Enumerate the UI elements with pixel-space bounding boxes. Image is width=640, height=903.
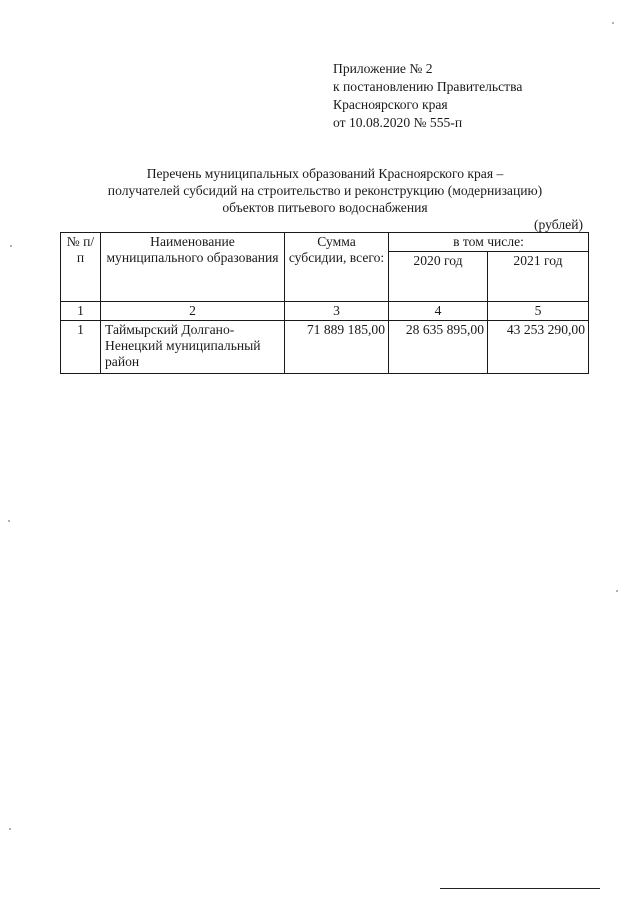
annex-line-1: Приложение № 2 [333,61,433,76]
column-index: 3 [285,302,389,321]
column-index: 4 [389,302,488,321]
annex-line-2: к постановлению Правительства [333,79,523,94]
annex-line-3: Красноярского края [333,97,448,112]
annex-block [333,60,522,132]
title-line-2: получателей субсидий на строительство и реконструкцию (модернизацию) [107,183,543,198]
row-municipality-name: Таймырский Долгано-Ненецкий муниципальный район [101,321,285,374]
header-sum: Сумма субсидии, всего: [285,233,389,302]
table-header-row [61,233,589,252]
column-index: 1 [61,302,101,321]
header-name: Наименование муниципального образования [101,233,285,302]
scan-speck [10,245,12,247]
annex-line-4: от 10.08.2020 № 555-п [333,115,463,130]
subsidy-table [60,232,589,374]
table-row [61,321,589,374]
scan-speck [612,22,614,24]
header-year-2020: 2020 год [389,252,488,302]
column-index-row [61,302,589,321]
row-2021: 43 253 290,00 [488,321,589,374]
scan-speck [8,520,10,522]
row-num: 1 [61,321,101,374]
column-index: 5 [488,302,589,321]
header-num: № п/п [61,233,101,302]
document-title [60,165,590,216]
scan-speck [616,590,618,592]
header-year-2021: 2021 год [488,252,589,302]
scan-speck [9,828,11,830]
row-2020: 28 635 895,00 [389,321,488,374]
page-bottom-rule [440,888,600,889]
title-line-3: объектов питьевого водоснабжения [222,200,428,215]
title-line-1: Перечень муниципальных образований Красноярского края – [146,166,504,181]
row-total: 71 889 185,00 [285,321,389,374]
header-including: в том числе: [389,233,589,252]
column-index: 2 [101,302,285,321]
units-label: (рублей) [534,217,583,232]
